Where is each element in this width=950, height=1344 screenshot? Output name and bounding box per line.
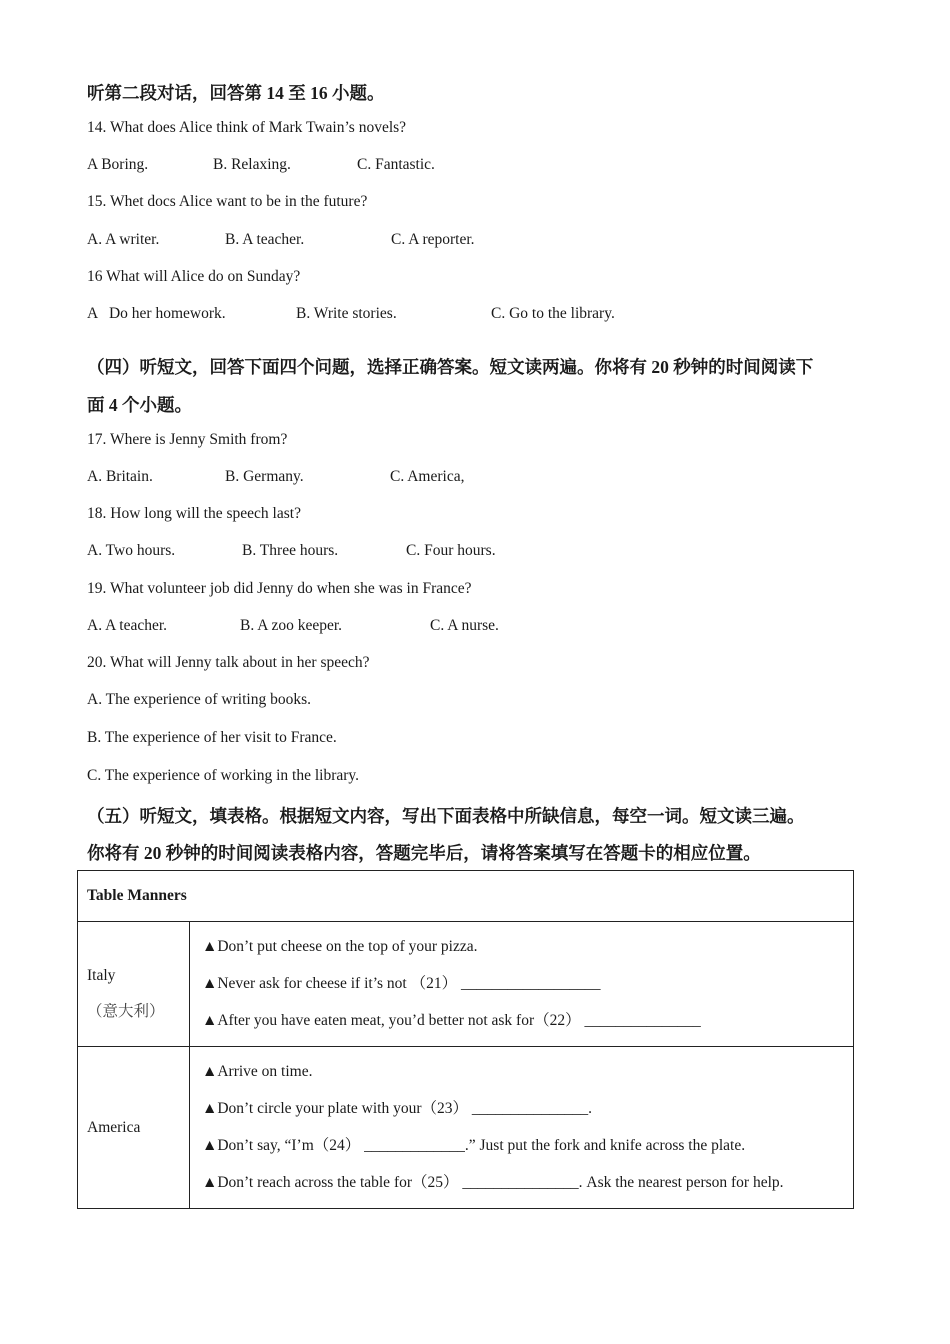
option-20b[interactable]: B. The experience of her visit to France. [87,729,337,746]
option-19c[interactable]: C. A nurse. [430,617,499,634]
rule-item: ▲Don’t put cheese on the top of your pizza. [202,938,478,955]
section-5-heading-line2: 你将有 20 秒钟的时间阅读表格内容，答题完毕后，请将答案填写在答题卡的相应位置。 [87,843,761,863]
option-20a[interactable]: A. The experience of writing books. [87,691,311,708]
option-16b[interactable]: B. Write stories. [296,305,397,322]
country-label-italy: Italy [87,967,116,984]
country-label-america: America [87,1118,141,1136]
rules-cell-america [190,1047,854,1209]
option-16a[interactable]: A Do her homework. [87,305,226,322]
country-cell-america [78,1047,190,1209]
question-18: 18. How long will the speech last? [87,505,301,522]
option-17a[interactable]: A. Britain. [87,468,153,485]
table-manners [77,870,854,1209]
option-18c[interactable]: C. Four hours. [406,542,496,559]
option-19a[interactable]: A. A teacher. [87,617,168,634]
section-4-heading-line2: 面 4 个小题。 [87,395,192,415]
question-15: 15. Whet docs Alice want to be in the future? [87,193,368,210]
question-19: 19. What volunteer job did Jenny do when she was in France? [87,580,472,597]
option-17b[interactable]: B. Germany. [225,468,304,485]
option-18a[interactable]: A. Two hours. [87,542,176,559]
question-16: 16 What will Alice do on Sunday? [87,268,301,285]
option-15c[interactable]: C. A reporter. [391,231,475,248]
option-20c[interactable]: C. The experience of working in the library. [87,767,360,784]
section-5-heading-line1: （五）听短文，填表格。根据短文内容，写出下面表格中所缺信息，每空一词。短文读三遍。 [87,806,805,826]
table-title: Table Manners [78,871,854,922]
option-16c[interactable]: C. Go to the library. [491,305,615,322]
rule-item-blank-23[interactable]: ▲Don’t circle your plate with your（23） _______________. [202,1100,593,1117]
option-15b[interactable]: B. A teacher. [225,231,305,248]
option-17c[interactable]: C. America, [390,468,465,485]
option-18b[interactable]: B. Three hours. [242,542,339,559]
option-15a[interactable]: A. A writer. [87,231,160,248]
rule-item-blank-21[interactable]: ▲Never ask for cheese if it’s not （21） __________________ [202,975,601,992]
option-14a[interactable]: A Boring. [87,156,149,173]
rule-item-blank-22[interactable]: ▲After you have eaten meat, you’d better not ask for（22） _______________ [202,1012,701,1029]
rule-item: ▲Arrive on time. [202,1063,313,1080]
question-17: 17. Where is Jenny Smith from? [87,431,288,448]
section-4-heading-line1: （四）听短文，回答下面四个问题，选择正确答案。短文读两遍。你将有 20 秒钟的时间阅读下 [87,357,814,377]
rule-item-blank-25[interactable]: ▲Don’t reach across the table for（25） _______________. Ask the nearest person for help. [202,1174,784,1191]
country-cell-italy [78,922,190,1047]
rule-item-blank-24[interactable]: ▲Don’t say, “I’m（24） _____________.” Just put the fork and knife across the plate. [202,1137,746,1154]
option-14c[interactable]: C. Fantastic. [357,156,435,173]
section-heading: 听第二段对话，回答第 14 至 16 小题。 [87,83,385,103]
rules-cell-italy [190,922,854,1047]
question-20: 20. What will Jenny talk about in her speech? [87,654,370,671]
question-14: 14. What does Alice think of Mark Twain’s novels? [87,119,407,136]
country-cn-italy: （意大利） [87,1003,165,1020]
option-14b[interactable]: B. Relaxing. [213,156,291,173]
option-19b[interactable]: B. A zoo keeper. [240,617,343,634]
